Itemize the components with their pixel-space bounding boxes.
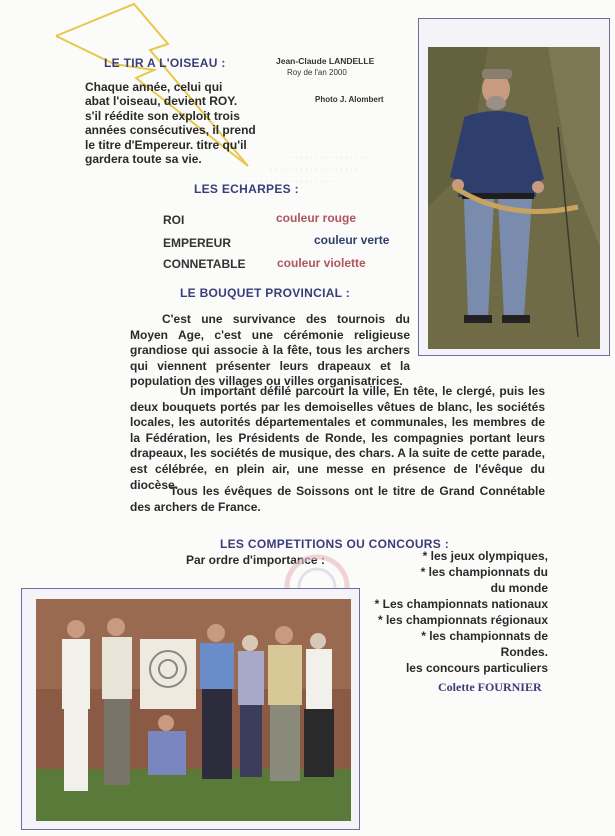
tir-line: années consécutives, il prend [85, 123, 256, 138]
tir-line: gardera toute sa vie. [85, 152, 202, 167]
echarpe-value-connetable: couleur violette [277, 256, 366, 270]
section-title-echarpes: LES ECHARPES : [194, 182, 299, 196]
competition-item: * les championnats régionaux [377, 613, 548, 627]
section-title-bouquet: LE BOUQUET PROVINCIAL : [180, 286, 351, 300]
bouquet-paragraph-3: Tous les évêques de Soissons ont le titre de Grand Connétable des archers de France. [130, 484, 545, 514]
competition-item: les concours particuliers [405, 661, 548, 675]
echarpe-label-roi: ROI [163, 213, 185, 227]
author-signature: Colette FOURNIER [438, 680, 542, 694]
tir-line: s'il réédite son exploit trois [85, 108, 240, 123]
archer-photo [428, 47, 600, 349]
section-title-tir: LE TIR A L'OISEAU : [104, 56, 226, 70]
bouquet-paragraph-1: C'est une survivance des tournois du Moyen Age, c'est une cérémonie religieuse grandiose qui associe à la fête, tous les archers qui viennent présenter leurs drapeaux et la population des villages ou villes organisatrices. [130, 312, 410, 389]
tir-paragraph [85, 80, 285, 166]
competitions-list [330, 548, 548, 676]
competition-item: * les championnats du [420, 565, 548, 579]
section-title-competitions: LES COMPETITIONS OU CONCOURS : [220, 537, 450, 551]
competition-item: du monde [490, 581, 548, 595]
competition-item: * Les championnats nationaux [374, 597, 548, 611]
competition-item: * les championnats de [421, 629, 548, 643]
bouquet-paragraph-2: Un important défilé parcourt la ville, En tête, le clergé, puis les deux bouquets portés par les demoiselles vêtues de blanc, les sociétés locales, les autorités départementales et communales, les membres de la Fédération, les Présidents de Ronde, les compagnies portant leurs drapeaux, les sociétés de musique, des chars. A la suite de cette parade, est célébrée, en plein air, une messe en présence de l'évêque du diocèse. [130, 384, 545, 492]
bleed-through-text: . . . . . . . . . . . . . . . . . . . . . . . . . . . . . . . . . . . . . . . . . . . . . . . . . . . . . . [240, 150, 368, 185]
echarpe-value-empereur: couleur verte [314, 233, 390, 247]
competitions-subtitle: Par ordre d'importance : [186, 553, 325, 567]
competition-item: Rondes. [500, 645, 548, 659]
echarpe-value-roi: couleur rouge [276, 211, 357, 225]
tir-line: abat l'oiseau, devient ROY. [85, 94, 238, 109]
echarpe-label-connetable: CONNETABLE [163, 257, 246, 271]
group-photo-frame [21, 588, 360, 830]
photo-subject-name: Jean-Claude LANDELLE [276, 56, 375, 66]
tir-line: le titre d'Empereur. titre qu'il [85, 137, 247, 152]
group-photo [36, 599, 351, 821]
tir-line: Chaque année, celui qui [85, 80, 223, 94]
competition-item: * les jeux olympiques, [422, 549, 548, 563]
photo-author: Photo J. Alombert [315, 95, 384, 104]
group-of-archers-image [36, 599, 351, 821]
echarpe-label-empereur: EMPEREUR [163, 236, 232, 250]
photo-subject-role: Roy de l'an 2000 [287, 68, 347, 77]
archer-photo-frame [418, 18, 610, 356]
archer-figure-image [428, 47, 600, 349]
